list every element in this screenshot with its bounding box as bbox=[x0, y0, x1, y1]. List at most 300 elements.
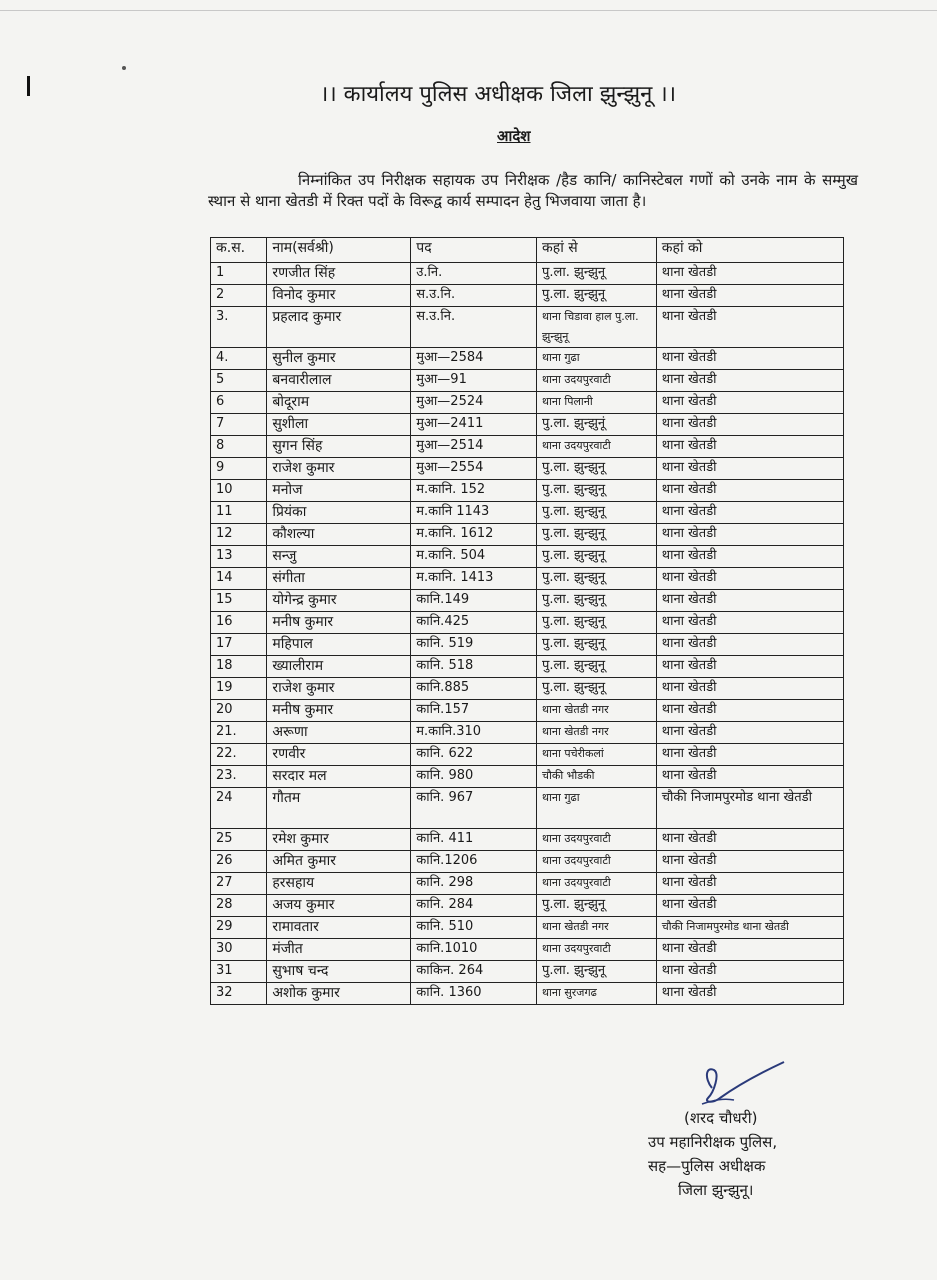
cell-serial bbox=[211, 436, 267, 458]
cell-to-text: थाना खेतडी bbox=[661, 768, 717, 783]
cell-serial bbox=[211, 788, 267, 829]
cell-to-text: थाना खेतडी bbox=[661, 287, 717, 302]
cell-name bbox=[267, 829, 411, 851]
cell-to bbox=[656, 285, 843, 307]
table-row bbox=[211, 436, 844, 458]
cell-to-text: थाना खेतडी bbox=[661, 680, 717, 695]
cell-from-text: पु.ला. झुन्झुनू bbox=[542, 614, 606, 629]
cell-name bbox=[267, 895, 411, 917]
cell-to bbox=[656, 436, 843, 458]
cell-serial-text: 23. bbox=[216, 768, 237, 783]
cell-from-text: पु.ला. झुन्झुनू bbox=[542, 658, 606, 673]
cell-to-text: चौकी निजामपुरमोड थाना खेतडी bbox=[661, 790, 812, 805]
cell-serial-text: 4. bbox=[216, 350, 229, 365]
cell-from-text: थाना चिडावा हाल पु.ला. झुन्झुनू bbox=[542, 310, 639, 343]
signatory-name: (शरद चौधरी) bbox=[684, 1109, 758, 1127]
cell-post bbox=[411, 436, 537, 458]
signatory-district: जिला झुन्झुनू। bbox=[678, 1181, 754, 1199]
cell-to bbox=[656, 590, 843, 612]
cell-to-text: थाना खेतडी bbox=[661, 636, 717, 651]
cell-name-text: बोदूराम bbox=[272, 394, 310, 410]
cell-from bbox=[537, 414, 657, 436]
cell-from bbox=[537, 678, 657, 700]
cell-name-text: राजेश कुमार bbox=[272, 680, 335, 696]
cell-from bbox=[537, 983, 657, 1005]
cell-from-text: थाना उदयपुरवाटी bbox=[542, 373, 611, 386]
cell-post bbox=[411, 502, 537, 524]
cell-to bbox=[656, 700, 843, 722]
cell-to-text: थाना खेतडी bbox=[661, 570, 717, 585]
cell-post bbox=[411, 546, 537, 568]
cell-to-text: थाना खेतडी bbox=[661, 482, 717, 497]
cell-to-text: थाना खेतडी bbox=[661, 350, 717, 365]
table-row bbox=[211, 983, 844, 1005]
table-row bbox=[211, 766, 844, 788]
cell-post-text: म.कानि. 1612 bbox=[416, 526, 494, 541]
cell-post bbox=[411, 348, 537, 370]
cell-to bbox=[656, 502, 843, 524]
cell-to bbox=[656, 656, 843, 678]
cell-from-text: पु.ला. झुन्झुनू bbox=[542, 460, 606, 475]
cell-serial-text: 11 bbox=[216, 504, 233, 519]
cell-serial-text: 8 bbox=[216, 438, 225, 453]
cell-name-text: प्रहलाद कुमार bbox=[272, 309, 342, 325]
cell-from-text: पु.ला. झुन्झुनू bbox=[542, 680, 606, 695]
table-row bbox=[211, 656, 844, 678]
cell-from-text: पु.ला. झुन्झुनू bbox=[542, 897, 606, 912]
cell-to bbox=[656, 788, 843, 829]
cell-from bbox=[537, 370, 657, 392]
cell-name bbox=[267, 917, 411, 939]
table-row bbox=[211, 502, 844, 524]
cell-post-text: मुआ—91 bbox=[416, 372, 467, 387]
cell-name bbox=[267, 983, 411, 1005]
cell-from-text: थाना उदयपुरवाटी bbox=[542, 854, 611, 867]
cell-post bbox=[411, 851, 537, 873]
cell-serial-text: 12 bbox=[216, 526, 233, 541]
cell-to bbox=[656, 917, 843, 939]
cell-to-text: थाना खेतडी bbox=[661, 831, 717, 846]
cell-from bbox=[537, 656, 657, 678]
cell-name bbox=[267, 873, 411, 895]
table-row bbox=[211, 895, 844, 917]
cell-to-text: थाना खेतडी bbox=[661, 372, 717, 387]
cell-serial bbox=[211, 502, 267, 524]
cell-serial-text: 25 bbox=[216, 831, 233, 846]
cell-name bbox=[267, 502, 411, 524]
cell-name-text: सुनील कुमार bbox=[272, 350, 336, 366]
cell-post-text: कानि. 298 bbox=[416, 875, 474, 890]
table-row bbox=[211, 700, 844, 722]
cell-to bbox=[656, 895, 843, 917]
cell-from-text: पु.ला. झुन्झुनू bbox=[542, 570, 606, 585]
cell-to bbox=[656, 458, 843, 480]
cell-serial-text: 14 bbox=[216, 570, 233, 585]
table-row bbox=[211, 546, 844, 568]
cell-post-text: म.कानि. 152 bbox=[416, 482, 486, 497]
table-row bbox=[211, 829, 844, 851]
cell-to-text: थाना खेतडी bbox=[661, 746, 717, 761]
cell-serial-text: 32 bbox=[216, 985, 233, 1000]
cell-to bbox=[656, 546, 843, 568]
cell-name-text: रणवीर bbox=[272, 746, 306, 762]
cell-name-text: रामावतार bbox=[272, 919, 319, 935]
cell-to-text: थाना खेतडी bbox=[661, 897, 717, 912]
cell-from bbox=[537, 851, 657, 873]
table-row bbox=[211, 873, 844, 895]
cell-name bbox=[267, 961, 411, 983]
cell-from bbox=[537, 502, 657, 524]
cell-name-text: सरदार मल bbox=[272, 768, 327, 784]
cell-name-text: रमेश कुमार bbox=[272, 831, 329, 847]
table-row bbox=[211, 263, 844, 285]
cell-post bbox=[411, 612, 537, 634]
cell-to bbox=[656, 524, 843, 546]
cell-name-text: योगेन्द्र कुमार bbox=[272, 592, 337, 608]
cell-name bbox=[267, 766, 411, 788]
cell-name bbox=[267, 436, 411, 458]
cell-post bbox=[411, 458, 537, 480]
cell-serial bbox=[211, 370, 267, 392]
cell-serial bbox=[211, 678, 267, 700]
cell-name-text: विनोद कुमार bbox=[272, 287, 336, 303]
cell-to-text: थाना खेतडी bbox=[661, 985, 717, 1000]
cell-name bbox=[267, 722, 411, 744]
cell-post bbox=[411, 590, 537, 612]
cell-name bbox=[267, 700, 411, 722]
cell-name bbox=[267, 678, 411, 700]
cell-name-text: अमित कुमार bbox=[272, 853, 336, 869]
cell-from-text: थाना उदयपुरवाटी bbox=[542, 832, 611, 845]
cell-post bbox=[411, 307, 537, 348]
table-body bbox=[211, 263, 844, 1005]
cell-from bbox=[537, 700, 657, 722]
cell-name-text: रणजीत सिंह bbox=[272, 265, 336, 281]
cell-serial bbox=[211, 700, 267, 722]
cell-post-text: कानि. 1360 bbox=[416, 985, 482, 1000]
cell-to-text: थाना खेतडी bbox=[661, 265, 717, 280]
cell-to-text: थाना खेतडी bbox=[661, 416, 717, 431]
cell-name-text: सुगन सिंह bbox=[272, 438, 323, 454]
cell-to bbox=[656, 939, 843, 961]
cell-post-text: म.कानि 1143 bbox=[416, 504, 490, 519]
cell-from bbox=[537, 480, 657, 502]
cell-to-text: थाना खेतडी bbox=[661, 460, 717, 475]
cell-to bbox=[656, 983, 843, 1005]
cell-name bbox=[267, 634, 411, 656]
cell-to bbox=[656, 612, 843, 634]
cell-name-text: अजय कुमार bbox=[272, 897, 335, 913]
cell-post bbox=[411, 788, 537, 829]
cell-from bbox=[537, 436, 657, 458]
cell-post bbox=[411, 414, 537, 436]
cell-post-text: कानि. 510 bbox=[416, 919, 474, 934]
cell-to bbox=[656, 722, 843, 744]
cell-to-text: थाना खेतडी bbox=[661, 853, 717, 868]
cell-post bbox=[411, 766, 537, 788]
cell-serial bbox=[211, 939, 267, 961]
table-row bbox=[211, 348, 844, 370]
cell-name bbox=[267, 392, 411, 414]
cell-post bbox=[411, 263, 537, 285]
signatory-additional-charge: सह—पुलिस अधीक्षक bbox=[648, 1157, 766, 1175]
cell-to-text: थाना खेतडी bbox=[661, 658, 717, 673]
cell-post-text: म.कानि.310 bbox=[416, 724, 482, 739]
cell-to-text: थाना खेतडी bbox=[661, 548, 717, 563]
cell-post-text: स.उ.नि. bbox=[416, 287, 456, 302]
table-row bbox=[211, 939, 844, 961]
cell-serial-text: 26 bbox=[216, 853, 233, 868]
cell-from bbox=[537, 307, 657, 348]
cell-from bbox=[537, 722, 657, 744]
cell-serial bbox=[211, 722, 267, 744]
cell-to-text: थाना खेतडी bbox=[661, 963, 717, 978]
table-row bbox=[211, 851, 844, 873]
cell-from-text: थाना खेतडी नगर bbox=[542, 725, 609, 738]
cell-from bbox=[537, 744, 657, 766]
cell-name bbox=[267, 285, 411, 307]
cell-serial-text: 21. bbox=[216, 724, 237, 739]
column-header-post: पद bbox=[411, 238, 537, 263]
cell-serial-text: 20 bbox=[216, 702, 233, 717]
cell-from-text: पु.ला. झुन्झुनू bbox=[542, 963, 606, 978]
cell-serial-text: 17 bbox=[216, 636, 233, 651]
cell-from-text: थाना उदयपुरवाटी bbox=[542, 942, 611, 955]
cell-from-text: थाना खेतडी नगर bbox=[542, 703, 609, 716]
cell-post-text: मुआ—2514 bbox=[416, 438, 484, 453]
cell-from-text: थाना पिलानी bbox=[542, 395, 593, 408]
cell-from bbox=[537, 788, 657, 829]
cell-from-text: थाना खेतडी नगर bbox=[542, 920, 609, 933]
cell-serial bbox=[211, 263, 267, 285]
cell-from-text: थाना पचेरीकलां bbox=[542, 747, 604, 760]
cell-post-text: म.कानि. 504 bbox=[416, 548, 486, 563]
cell-serial-text: 31 bbox=[216, 963, 233, 978]
cell-name-text: संगीता bbox=[272, 570, 305, 586]
cell-from bbox=[537, 612, 657, 634]
cell-serial bbox=[211, 829, 267, 851]
cell-from-text: पु.ला. झुन्झुनू bbox=[542, 504, 606, 519]
cell-serial bbox=[211, 961, 267, 983]
cell-to-text: चौकी निजामपुरमोड थाना खेतडी bbox=[661, 920, 789, 933]
cell-from-text: थाना उदयपुरवाटी bbox=[542, 876, 611, 889]
cell-serial bbox=[211, 285, 267, 307]
table-row bbox=[211, 524, 844, 546]
cell-serial-text: 5 bbox=[216, 372, 225, 387]
column-header-to: कहां को bbox=[656, 238, 843, 263]
cell-serial-text: 29 bbox=[216, 919, 233, 934]
cell-to bbox=[656, 961, 843, 983]
cell-name-text: ख्यालीराम bbox=[272, 658, 324, 674]
order-title: आदेश bbox=[497, 127, 531, 145]
cell-to bbox=[656, 873, 843, 895]
cell-from-text: थाना उदयपुरवाटी bbox=[542, 439, 611, 452]
cell-post bbox=[411, 983, 537, 1005]
cell-post bbox=[411, 480, 537, 502]
column-header-serial: क.स. bbox=[211, 238, 267, 263]
cell-serial-text: 18 bbox=[216, 658, 233, 673]
cell-serial-text: 24 bbox=[216, 790, 233, 805]
cell-to bbox=[656, 568, 843, 590]
cell-name bbox=[267, 546, 411, 568]
cell-name-text: अरूणा bbox=[272, 724, 308, 740]
cell-name bbox=[267, 590, 411, 612]
cell-name-text: गौतम bbox=[272, 790, 301, 806]
cell-serial bbox=[211, 656, 267, 678]
cell-from-text: पु.ला. झुन्झुनू bbox=[542, 265, 606, 280]
table-row bbox=[211, 480, 844, 502]
cell-to bbox=[656, 766, 843, 788]
cell-serial-text: 16 bbox=[216, 614, 233, 629]
table-row bbox=[211, 612, 844, 634]
cell-post bbox=[411, 829, 537, 851]
cell-serial bbox=[211, 983, 267, 1005]
cell-post bbox=[411, 917, 537, 939]
cell-from bbox=[537, 285, 657, 307]
cell-to-text: थाना खेतडी bbox=[661, 394, 717, 409]
cell-from-text: चौकी भौडकी bbox=[542, 769, 595, 782]
table-row bbox=[211, 961, 844, 983]
cell-from bbox=[537, 766, 657, 788]
cell-serial-text: 3. bbox=[216, 309, 229, 324]
cell-from bbox=[537, 917, 657, 939]
cell-to-text: थाना खेतडी bbox=[661, 309, 717, 324]
cell-from bbox=[537, 348, 657, 370]
cell-name-text: प्रियंका bbox=[272, 504, 307, 520]
cell-name bbox=[267, 568, 411, 590]
cell-post-text: उ.नि. bbox=[416, 265, 443, 280]
cell-to bbox=[656, 348, 843, 370]
cell-post bbox=[411, 634, 537, 656]
table-row bbox=[211, 678, 844, 700]
cell-name-text: बनवारीलाल bbox=[272, 372, 332, 388]
cell-to bbox=[656, 678, 843, 700]
cell-serial-text: 9 bbox=[216, 460, 225, 475]
cell-serial-text: 7 bbox=[216, 416, 225, 431]
cell-name-text: मनीष कुमार bbox=[272, 614, 334, 630]
table-row bbox=[211, 285, 844, 307]
cell-serial-text: 10 bbox=[216, 482, 233, 497]
cell-serial-text: 15 bbox=[216, 592, 233, 607]
cell-serial bbox=[211, 590, 267, 612]
cell-post-text: कानि.1206 bbox=[416, 853, 478, 868]
cell-from bbox=[537, 895, 657, 917]
cell-post bbox=[411, 392, 537, 414]
cell-name-text: मनीष कुमार bbox=[272, 702, 334, 718]
cell-from bbox=[537, 961, 657, 983]
cell-to-text: थाना खेतडी bbox=[661, 702, 717, 717]
cell-post bbox=[411, 568, 537, 590]
cell-name bbox=[267, 480, 411, 502]
cell-from-text: पु.ला. झुन्झुनू bbox=[542, 526, 606, 541]
signatory-designation: उप महानिरीक्षक पुलिस, bbox=[648, 1133, 778, 1151]
cell-serial-text: 19 bbox=[216, 680, 233, 695]
table-row bbox=[211, 392, 844, 414]
cell-post-text: मुआ—2524 bbox=[416, 394, 484, 409]
cell-to-text: थाना खेतडी bbox=[661, 941, 717, 956]
cell-name-text: सन्जु bbox=[272, 548, 297, 564]
cell-name-text: मंजीत bbox=[272, 941, 303, 957]
cell-to-text: थाना खेतडी bbox=[661, 592, 717, 607]
table-row bbox=[211, 788, 844, 829]
cell-name bbox=[267, 458, 411, 480]
cell-to bbox=[656, 480, 843, 502]
cell-from bbox=[537, 263, 657, 285]
cell-from bbox=[537, 634, 657, 656]
cell-post bbox=[411, 722, 537, 744]
cell-post-text: कानि.425 bbox=[416, 614, 470, 629]
cell-to bbox=[656, 414, 843, 436]
column-header-name: नाम(सर्वश्री) bbox=[267, 238, 411, 263]
cell-serial bbox=[211, 392, 267, 414]
cell-serial-text: 27 bbox=[216, 875, 233, 890]
cell-name bbox=[267, 370, 411, 392]
cell-serial-text: 22. bbox=[216, 746, 237, 761]
cell-post-text: कानि. 284 bbox=[416, 897, 474, 912]
cell-serial bbox=[211, 568, 267, 590]
cell-name-text: कौशल्या bbox=[272, 526, 315, 542]
cell-post bbox=[411, 285, 537, 307]
cell-name-text: मनोज bbox=[272, 482, 303, 498]
cell-serial-text: 30 bbox=[216, 941, 233, 956]
cell-to bbox=[656, 307, 843, 348]
cell-name bbox=[267, 524, 411, 546]
cell-serial bbox=[211, 634, 267, 656]
cell-from bbox=[537, 568, 657, 590]
cell-from bbox=[537, 458, 657, 480]
cell-from-text: पु.ला. झुन्झुनू bbox=[542, 548, 606, 563]
cell-to bbox=[656, 744, 843, 766]
cell-to bbox=[656, 851, 843, 873]
cell-serial bbox=[211, 851, 267, 873]
cell-serial bbox=[211, 348, 267, 370]
table-header-row bbox=[211, 238, 844, 263]
cell-name bbox=[267, 348, 411, 370]
cell-from bbox=[537, 873, 657, 895]
cell-serial-text: 6 bbox=[216, 394, 225, 409]
cell-to bbox=[656, 370, 843, 392]
cell-name-text: हरसहाय bbox=[272, 875, 315, 891]
cell-to bbox=[656, 263, 843, 285]
cell-post bbox=[411, 939, 537, 961]
cell-to-text: थाना खेतडी bbox=[661, 504, 717, 519]
cell-to bbox=[656, 829, 843, 851]
table-row bbox=[211, 568, 844, 590]
cell-from bbox=[537, 829, 657, 851]
cell-serial bbox=[211, 546, 267, 568]
cell-post bbox=[411, 656, 537, 678]
cell-serial bbox=[211, 744, 267, 766]
cell-name-text: सुशीला bbox=[272, 416, 309, 432]
office-heading: ।। कार्यालय पुलिस अधीक्षक जिला झुन्झुनू ।। bbox=[320, 82, 677, 107]
cell-post bbox=[411, 678, 537, 700]
cell-serial-text: 2 bbox=[216, 287, 225, 302]
table-row bbox=[211, 370, 844, 392]
cell-post bbox=[411, 873, 537, 895]
cell-post-text: मुआ—2411 bbox=[416, 416, 484, 431]
cell-post-text: कानि.885 bbox=[416, 680, 470, 695]
cell-post bbox=[411, 370, 537, 392]
cell-to-text: थाना खेतडी bbox=[661, 438, 717, 453]
cell-name bbox=[267, 851, 411, 873]
table-row bbox=[211, 590, 844, 612]
cell-post-text: कानि. 518 bbox=[416, 658, 474, 673]
cell-serial-text: 1 bbox=[216, 265, 225, 280]
cell-serial bbox=[211, 917, 267, 939]
cell-name-text: राजेश कुमार bbox=[272, 460, 335, 476]
cell-to-text: थाना खेतडी bbox=[661, 614, 717, 629]
cell-post-text: स.उ.नि. bbox=[416, 309, 456, 324]
